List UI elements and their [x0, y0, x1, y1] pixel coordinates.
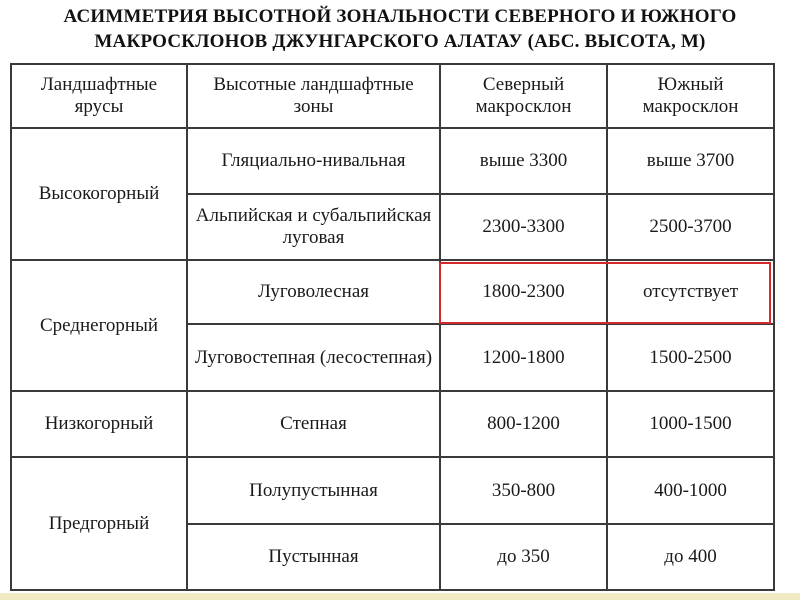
- north-cell: до 350: [440, 524, 607, 590]
- north-cell: 800-1200: [440, 391, 607, 457]
- zone-cell: Степная: [187, 391, 440, 457]
- zone-cell: Луговостепная (лесостепная): [187, 324, 440, 391]
- table-row: [11, 260, 774, 324]
- zone-cell: Альпийская и субальпийская луговая: [187, 194, 440, 260]
- header-south: Южный макросклон: [607, 64, 774, 128]
- south-cell: отсутствует: [607, 260, 774, 324]
- north-cell: 2300-3300: [440, 194, 607, 260]
- table-row: [11, 128, 774, 194]
- header-north: Северный макросклон: [440, 64, 607, 128]
- tier-cell-low: Низкогорный: [11, 391, 187, 457]
- south-cell: 2500-3700: [607, 194, 774, 260]
- header-tiers: Ландшафтные ярусы: [11, 64, 187, 128]
- north-cell: 350-800: [440, 457, 607, 524]
- title-line-2: МАКРОСКЛОНОВ ДЖУНГАРСКОГО АЛАТАУ (АБС. ВЫСОТА, М): [94, 31, 706, 52]
- tier-cell-mid: Среднегорный: [11, 260, 187, 391]
- south-cell: выше 3700: [607, 128, 774, 194]
- south-cell: 400-1000: [607, 457, 774, 524]
- title-line-1: АСИММЕТРИЯ ВЫСОТНОЙ ЗОНАЛЬНОСТИ СЕВЕРНОГО И ЮЖНОГО: [63, 6, 737, 27]
- north-cell: выше 3300: [440, 128, 607, 194]
- zone-cell: Пустынная: [187, 524, 440, 590]
- south-cell: 1000-1500: [607, 391, 774, 457]
- zone-cell: Полупустынная: [187, 457, 440, 524]
- tier-cell-high: Высокогорный: [11, 128, 187, 260]
- zone-cell: Луговолесная: [187, 260, 440, 324]
- zone-cell: Гляциально-нивальная: [187, 128, 440, 194]
- south-cell: 1500-2500: [607, 324, 774, 391]
- south-cell: до 400: [607, 524, 774, 590]
- page-title: [0, 4, 800, 54]
- tier-cell-foot: Предгорный: [11, 457, 187, 590]
- north-cell: 1800-2300: [440, 260, 607, 324]
- table-row: [11, 391, 774, 457]
- altitude-zones-table: [10, 63, 775, 591]
- table-header-row: [11, 64, 774, 128]
- north-cell: 1200-1800: [440, 324, 607, 391]
- table-row: [11, 457, 774, 524]
- bottom-strip: [0, 593, 800, 600]
- header-zones: Высотные ландшафтные зоны: [187, 64, 440, 128]
